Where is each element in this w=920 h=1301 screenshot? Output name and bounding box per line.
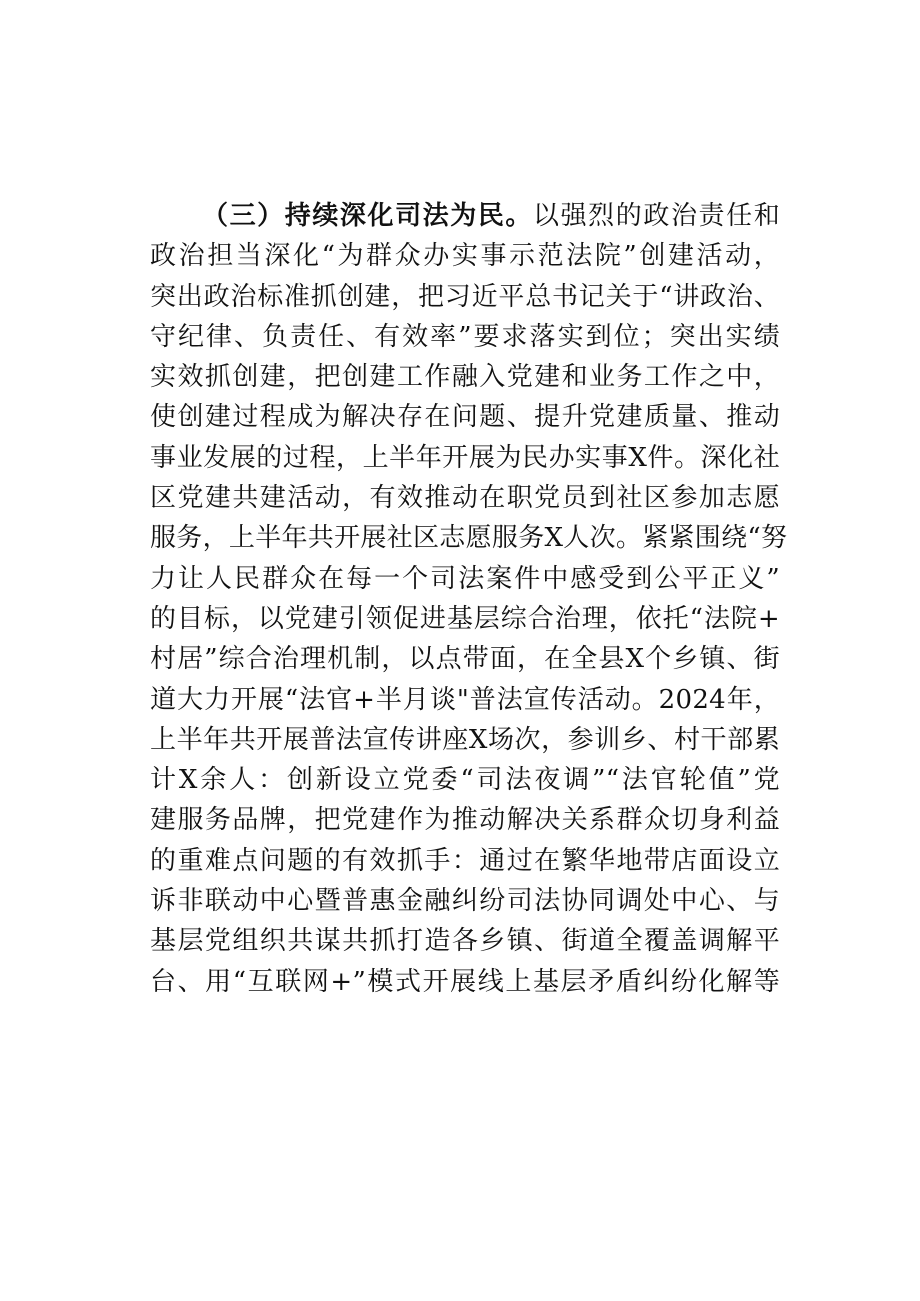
paragraph-line-7: 事业发展的过程，上半年开展为民办实事X件。深化社 [150, 442, 780, 473]
body-paragraph [150, 196, 788, 1002]
paragraph-line-18: 诉非联动中心暨普惠金融纠纷司法协同调处中心、与 [150, 886, 780, 917]
paragraph-line-8: 区党建共建活动，有效推动在职党员到社区参加志愿 [150, 483, 780, 514]
paragraph-line-1 [150, 196, 780, 236]
paragraph-line-11: 的目标，以党建引领促进基层综合治理，依托“法院+ [150, 603, 780, 634]
paragraph-line-14: 上半年共开展普法宣传讲座X场次，参训乡、村干部累 [150, 724, 780, 755]
paragraph-line-16: 建服务品牌，把党建作为推动解决关系群众切身利益 [150, 805, 780, 836]
paragraph-line-13: 道大力开展“法官+半月谈"普法宣传活动。2024年， [150, 684, 780, 715]
section-heading: （三）持续深化司法为民。 [202, 201, 534, 231]
paragraph-line-20: 台、用“互联网+”模式开展线上基层矛盾纠纷化解等 [150, 966, 780, 997]
paragraph-line-9: 服务，上半年共开展社区志愿服务X人次。紧紧围绕“努 [150, 523, 788, 554]
paragraph-line-3: 突出政治标准抓创建，把习近平总书记关于“讲政治、 [150, 281, 780, 312]
paragraph-line-15: 计X余人：创新设立党委“司法夜调”“法官轮值”党 [150, 765, 780, 796]
paragraph-line-6: 使创建过程成为解决存在问题、提升党建质量、推动 [150, 402, 780, 433]
paragraph-line-10: 力让人民群众在每一个司法案件中感受到公平正义” [150, 563, 780, 594]
paragraph-line-12: 村居”综合治理机制，以点带面，在全县X个乡镇、街 [150, 644, 780, 675]
paragraph-line-5: 实效抓创建，把创建工作融入党建和业务工作之中， [150, 362, 780, 393]
paragraph-line-2: 政治担当深化“为群众办实事示范法院”创建活动， [150, 241, 780, 272]
paragraph-line-19: 基层党组织共谋共抓打造各乡镇、街道全覆盖调解平 [150, 926, 780, 957]
first-line-text: 以强烈的政治责任和 [533, 201, 780, 231]
paragraph-line-17: 的重难点问题的有效抓手：通过在繁华地带店面设立 [150, 845, 780, 876]
paragraph-line-4: 守纪律、负责任、有效率”要求落实到位；突出实绩 [150, 321, 780, 352]
